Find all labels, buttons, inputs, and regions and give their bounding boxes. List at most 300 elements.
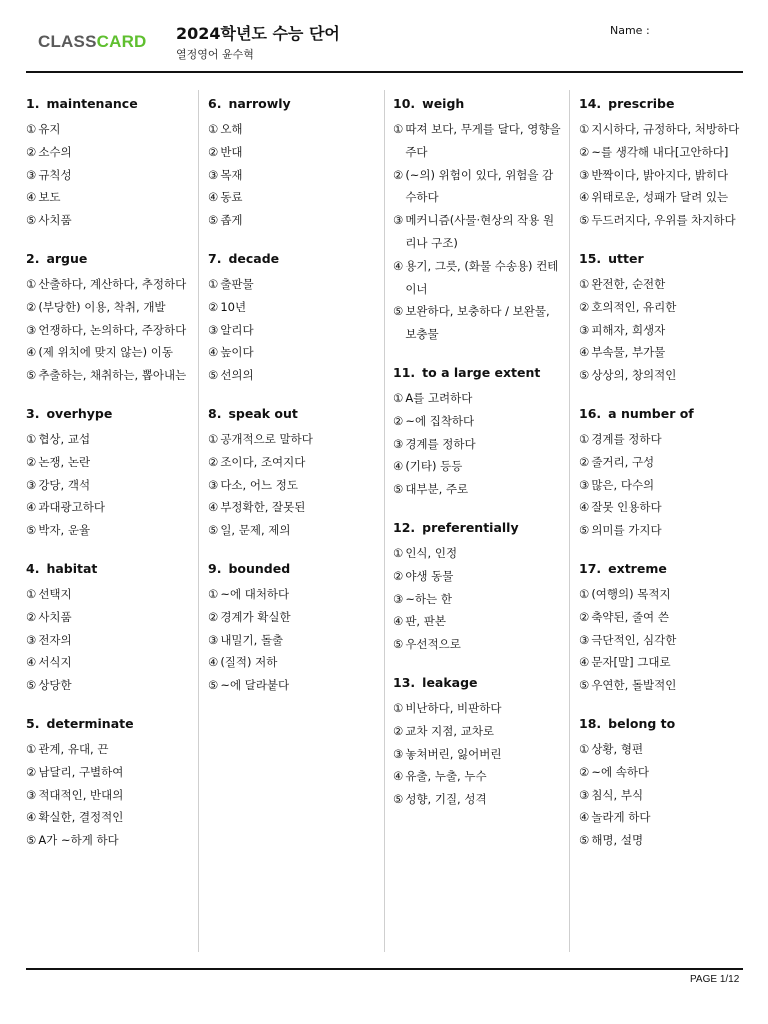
question-column-3 <box>393 96 563 811</box>
answer-option <box>393 387 563 410</box>
answer-option <box>208 651 378 674</box>
answer-option <box>393 455 563 478</box>
answer-option <box>26 606 196 629</box>
answer-option <box>26 784 196 807</box>
question-term: determinate <box>46 715 134 731</box>
answer-option <box>208 164 378 187</box>
option-text: A가 ~하게 하다 <box>38 833 119 848</box>
option-marker: ③ <box>208 632 219 647</box>
question-number: 8. <box>208 405 222 421</box>
option-text: 적대적인, 반대의 <box>38 787 124 802</box>
answer-option <box>26 273 196 296</box>
option-text: 목재 <box>220 167 243 182</box>
answer-option <box>579 451 749 474</box>
answer-option <box>208 474 378 497</box>
option-text: 보완하다, 보충하다 / 보완물, 보충물 <box>405 304 550 342</box>
answer-option <box>393 610 563 633</box>
question-number: 2. <box>26 250 40 266</box>
question-term: maintenance <box>46 96 138 111</box>
answer-option <box>208 118 378 141</box>
option-marker: ⑤ <box>208 678 219 693</box>
answer-option <box>208 273 378 296</box>
answer-option <box>26 319 196 342</box>
option-marker: ④ <box>26 190 37 205</box>
answer-option <box>26 674 196 697</box>
answer-option <box>208 209 378 232</box>
option-marker: ③ <box>208 477 219 492</box>
answer-option <box>26 364 196 387</box>
answer-option <box>26 738 196 761</box>
class-card-logo <box>38 32 147 52</box>
logo-text-class: CLASS <box>38 32 97 51</box>
option-marker: ④ <box>579 810 590 825</box>
question-term: weigh <box>422 96 465 111</box>
option-text: 사치품 <box>38 609 72 624</box>
option-text: 축약된, 줄여 쓴 <box>591 609 669 624</box>
question-item <box>393 365 563 501</box>
question-number: 3. <box>26 405 40 421</box>
answer-option <box>579 296 749 319</box>
option-text: (~의) 위험이 있다, 위험을 감수하다 <box>405 167 554 205</box>
option-marker: ④ <box>393 459 404 474</box>
question-item <box>26 716 196 852</box>
question-column-4 <box>579 96 749 852</box>
option-marker: ① <box>208 431 219 446</box>
option-marker: ① <box>393 545 404 560</box>
question-word <box>579 406 749 422</box>
option-marker: ④ <box>393 614 404 629</box>
option-marker: ① <box>26 431 37 446</box>
option-marker: ③ <box>579 322 590 337</box>
name-field-label: Name : <box>610 24 650 37</box>
question-column-1 <box>26 96 196 852</box>
option-marker: ③ <box>26 787 37 802</box>
answer-option <box>393 478 563 501</box>
option-text: 많은, 다수의 <box>591 477 655 492</box>
answer-option <box>208 141 378 164</box>
option-text: 우연한, 돌발적인 <box>591 678 677 693</box>
answer-option <box>208 364 378 387</box>
option-marker: ② <box>579 299 590 314</box>
question-item <box>26 251 196 387</box>
question-term: belong to <box>608 715 676 731</box>
option-marker: ⑤ <box>26 368 37 383</box>
option-text: (제 위치에 맞지 않는) 이동 <box>38 345 173 360</box>
option-marker: ⑤ <box>26 678 37 693</box>
option-text: 과대광고하다 <box>38 500 105 515</box>
option-text: 대부분, 주로 <box>405 482 469 497</box>
answer-option <box>208 428 378 451</box>
question-number: 6. <box>208 96 222 111</box>
answer-option <box>208 341 378 364</box>
option-marker: ② <box>393 568 404 583</box>
answer-option <box>579 629 749 652</box>
answer-option <box>26 829 196 852</box>
option-text: 보도 <box>38 190 61 205</box>
answer-option <box>579 428 749 451</box>
question-item <box>579 406 749 542</box>
question-item <box>579 251 749 387</box>
answer-option <box>393 118 563 164</box>
question-item <box>26 96 196 232</box>
option-text: 지시하다, 규정하다, 처방하다 <box>591 122 740 136</box>
answer-option <box>26 341 196 364</box>
question-term: argue <box>46 250 88 266</box>
option-marker: ④ <box>208 190 219 205</box>
question-number: 14. <box>579 96 602 111</box>
question-word <box>579 96 749 112</box>
answer-option <box>26 806 196 829</box>
option-marker: ④ <box>26 810 37 825</box>
option-marker: ① <box>393 700 404 715</box>
option-marker: ⑤ <box>579 213 590 228</box>
option-marker: ⑤ <box>393 792 404 807</box>
question-term: narrowly <box>228 96 291 111</box>
answer-option <box>579 209 749 232</box>
option-text: ~에 속하다 <box>591 764 650 779</box>
option-marker: ⑤ <box>208 523 219 538</box>
question-item <box>208 96 378 232</box>
option-text: (부당한) 이용, 착취, 개발 <box>38 299 166 314</box>
question-word <box>579 716 749 732</box>
question-term: utter <box>608 250 644 266</box>
option-marker: ② <box>579 764 590 779</box>
question-item <box>26 561 196 697</box>
question-number: 18. <box>579 715 602 731</box>
option-marker: ③ <box>26 322 37 337</box>
answer-option <box>393 164 563 210</box>
option-text: 조이다, 조여지다 <box>220 454 306 469</box>
option-text: 호의적인, 유리한 <box>591 299 677 314</box>
option-marker: ⑤ <box>26 523 37 538</box>
option-text: ~하는 한 <box>405 591 452 606</box>
answer-option <box>579 496 749 519</box>
option-text: 피해자, 희생자 <box>591 322 666 337</box>
page-number: PAGE 1/12 <box>690 974 740 985</box>
answer-option <box>26 118 196 141</box>
option-marker: ② <box>579 144 590 159</box>
option-marker: ⑤ <box>26 213 37 228</box>
option-marker: ④ <box>26 345 37 360</box>
question-term: leakage <box>422 674 478 690</box>
answer-option <box>26 519 196 542</box>
question-item <box>579 716 749 852</box>
option-text: 반짝이다, 밝아지다, 밝히다 <box>591 167 729 182</box>
option-marker: ④ <box>579 500 590 515</box>
answer-option <box>393 209 563 255</box>
question-number: 9. <box>208 560 222 576</box>
option-marker: ② <box>208 454 219 469</box>
question-item <box>393 96 563 346</box>
option-text: (여행의) 목적지 <box>591 586 671 601</box>
option-text: 다소, 어느 정도 <box>220 477 298 492</box>
answer-option <box>579 761 749 784</box>
option-text: 강당, 객석 <box>38 477 91 492</box>
option-text: 규칙성 <box>38 167 72 182</box>
option-marker: ① <box>208 276 219 291</box>
option-marker: ③ <box>208 322 219 337</box>
header-divider <box>26 71 743 73</box>
question-item <box>579 561 749 697</box>
option-text: 반대 <box>220 144 243 159</box>
question-number: 17. <box>579 560 602 576</box>
option-marker: ⑤ <box>579 678 590 693</box>
option-text: 놓쳐버린, 잃어버린 <box>405 746 502 761</box>
option-marker: ② <box>208 609 219 624</box>
question-number: 13. <box>393 674 416 690</box>
question-word <box>393 365 563 381</box>
answer-option <box>26 761 196 784</box>
question-item <box>393 675 563 811</box>
option-marker: ④ <box>393 258 404 273</box>
answer-option <box>26 141 196 164</box>
answer-option <box>579 829 749 852</box>
option-marker: ① <box>26 741 37 756</box>
answer-option <box>393 433 563 456</box>
option-marker: ④ <box>579 655 590 670</box>
option-text: 용기, 그릇, (화물 수송용) 컨테이너 <box>405 258 559 296</box>
answer-option <box>393 255 563 301</box>
question-item <box>208 251 378 387</box>
page-header <box>0 0 768 74</box>
question-word <box>208 96 378 112</box>
question-word <box>579 251 749 267</box>
answer-option <box>26 496 196 519</box>
question-item <box>26 406 196 542</box>
question-number: 16. <box>579 405 602 421</box>
question-item <box>208 561 378 697</box>
option-marker: ② <box>393 167 404 182</box>
logo-text-card: CARD <box>96 32 147 51</box>
option-text: 동료 <box>220 190 243 205</box>
question-item <box>208 406 378 542</box>
question-word <box>26 406 196 422</box>
answer-option <box>579 606 749 629</box>
answer-option <box>208 496 378 519</box>
answer-option <box>393 788 563 811</box>
answer-option <box>26 474 196 497</box>
column-divider <box>384 90 385 952</box>
option-text: 선의의 <box>220 368 254 383</box>
question-number: 5. <box>26 715 40 731</box>
option-text: 놀라게 하다 <box>591 810 651 825</box>
answer-option <box>26 164 196 187</box>
option-marker: ③ <box>26 477 37 492</box>
question-word <box>208 406 378 422</box>
option-marker: ④ <box>393 769 404 784</box>
option-text: 선택지 <box>38 586 72 601</box>
question-term: decade <box>228 250 280 266</box>
option-text: 유출, 누출, 누수 <box>405 769 487 784</box>
option-marker: ⑤ <box>393 304 404 319</box>
answer-option <box>393 542 563 565</box>
option-text: 인식, 인정 <box>405 545 458 560</box>
option-text: 공개적으로 말하다 <box>220 431 313 446</box>
option-marker: ② <box>579 609 590 624</box>
answer-option <box>393 743 563 766</box>
option-text: 유지 <box>38 122 61 136</box>
answer-option <box>208 674 378 697</box>
question-word <box>393 96 563 112</box>
answer-option <box>579 164 749 187</box>
option-text: 우선적으로 <box>405 637 461 652</box>
option-text: 판, 판본 <box>405 614 446 629</box>
option-marker: ② <box>26 144 37 159</box>
answer-option <box>26 296 196 319</box>
option-text: 성향, 기질, 성격 <box>405 792 487 807</box>
answer-option <box>393 565 563 588</box>
question-word <box>208 561 378 577</box>
answer-option <box>579 341 749 364</box>
option-text: 상황, 형편 <box>591 741 644 756</box>
option-text: 남달리, 구별하여 <box>38 764 124 779</box>
answer-option <box>208 186 378 209</box>
option-text: 일, 문제, 제의 <box>220 523 291 538</box>
option-marker: ① <box>393 122 404 136</box>
option-text: 추출하는, 채취하는, 뽑아내는 <box>38 368 187 383</box>
option-text: 줄거리, 구성 <box>591 454 655 469</box>
question-number: 7. <box>208 250 222 266</box>
answer-option <box>208 606 378 629</box>
option-marker: ⑤ <box>208 368 219 383</box>
option-text: 소수의 <box>38 144 72 159</box>
option-marker: ② <box>208 299 219 314</box>
question-number: 15. <box>579 250 602 266</box>
option-text: 알리다 <box>220 322 254 337</box>
option-text: 비난하다, 비판하다 <box>405 700 502 715</box>
option-marker: ④ <box>208 500 219 515</box>
option-text: 침식, 부식 <box>591 787 644 802</box>
option-text: 의미를 가지다 <box>591 523 662 538</box>
option-text: 상상의, 창의적인 <box>591 368 677 383</box>
page-title: 2024학년도 수능 단어 <box>176 24 340 43</box>
answer-option <box>208 629 378 652</box>
question-word <box>208 251 378 267</box>
option-marker: ⑤ <box>208 213 219 228</box>
option-marker: ① <box>208 122 219 136</box>
option-marker: ② <box>579 454 590 469</box>
option-text: 경계가 확실한 <box>220 609 291 624</box>
option-marker: ① <box>26 276 37 291</box>
option-text: A를 고려하다 <box>405 390 473 405</box>
option-text: 전자의 <box>38 632 72 647</box>
option-text: ~에 집착하다 <box>405 413 475 428</box>
option-text: (질적) 저하 <box>220 655 278 670</box>
question-number: 10. <box>393 96 416 111</box>
answer-option <box>579 806 749 829</box>
option-marker: ⑤ <box>393 482 404 497</box>
option-marker: ④ <box>579 190 590 205</box>
option-marker: ③ <box>393 591 404 606</box>
option-text: 두드러지다, 우위를 차지하다 <box>591 213 736 228</box>
option-marker: ⑤ <box>579 523 590 538</box>
option-marker: ② <box>26 454 37 469</box>
question-term: overhype <box>46 405 113 421</box>
answer-option <box>579 784 749 807</box>
option-marker: ② <box>26 299 37 314</box>
option-marker: ④ <box>208 345 219 360</box>
option-text: 부속물, 부가물 <box>591 345 666 360</box>
option-marker: ② <box>26 764 37 779</box>
option-marker: ④ <box>26 655 37 670</box>
option-text: 언쟁하다, 논의하다, 주장하다 <box>38 322 187 337</box>
option-text: (기타) 등등 <box>405 459 463 474</box>
option-marker: ④ <box>579 345 590 360</box>
option-marker: ① <box>579 741 590 756</box>
option-marker: ③ <box>208 167 219 182</box>
answer-option <box>393 697 563 720</box>
option-text: ~를 생각해 내다[고안하다] <box>591 144 729 159</box>
question-term: preferentially <box>422 519 519 535</box>
question-word <box>26 561 196 577</box>
option-text: 경계를 정하다 <box>405 436 476 451</box>
option-text: 잘못 인용하다 <box>591 500 662 515</box>
option-text: 사치품 <box>38 213 72 228</box>
answer-option <box>26 428 196 451</box>
option-marker: ② <box>26 609 37 624</box>
answer-option <box>579 651 749 674</box>
question-term: to a large extent <box>422 364 541 380</box>
column-divider <box>569 90 570 952</box>
option-marker: ② <box>393 723 404 738</box>
option-marker: ① <box>393 390 404 405</box>
option-text: 관계, 유대, 끈 <box>38 741 109 756</box>
option-marker: ③ <box>393 746 404 761</box>
option-text: 해명, 설명 <box>591 833 644 848</box>
option-marker: ② <box>208 144 219 159</box>
answer-option <box>393 588 563 611</box>
question-number: 12. <box>393 519 416 535</box>
option-text: 야생 동물 <box>405 568 454 583</box>
option-marker: ② <box>393 413 404 428</box>
answer-option <box>579 118 749 141</box>
answer-option <box>579 319 749 342</box>
answer-option <box>26 451 196 474</box>
option-text: 교차 지점, 교차로 <box>405 723 495 738</box>
option-marker: ③ <box>26 167 37 182</box>
answer-option <box>579 674 749 697</box>
option-marker: ③ <box>393 213 404 228</box>
question-word <box>393 520 563 536</box>
answer-option <box>393 300 563 346</box>
answer-option <box>579 364 749 387</box>
answer-option <box>579 738 749 761</box>
answer-option <box>26 583 196 606</box>
question-number: 4. <box>26 560 40 576</box>
question-term: extreme <box>608 560 667 576</box>
option-text: 서식지 <box>38 655 72 670</box>
option-marker: ① <box>208 586 219 601</box>
option-marker: ① <box>26 122 37 136</box>
option-marker: ③ <box>579 167 590 182</box>
question-word <box>579 561 749 577</box>
option-text: 논쟁, 논란 <box>38 454 91 469</box>
option-text: 10년 <box>220 299 247 314</box>
answer-option <box>26 651 196 674</box>
question-item <box>579 96 749 232</box>
option-text: 출판물 <box>220 276 254 291</box>
option-text: 박자, 운율 <box>38 523 91 538</box>
option-marker: ⑤ <box>26 833 37 848</box>
answer-option <box>393 410 563 433</box>
column-divider <box>198 90 199 952</box>
option-text: 산출하다, 계산하다, 추정하다 <box>38 276 187 291</box>
option-text: 확실한, 결정적인 <box>38 810 124 825</box>
option-text: 문자[말] 그대로 <box>591 655 671 670</box>
answer-option <box>579 583 749 606</box>
option-marker: ④ <box>26 500 37 515</box>
option-marker: ③ <box>579 632 590 647</box>
